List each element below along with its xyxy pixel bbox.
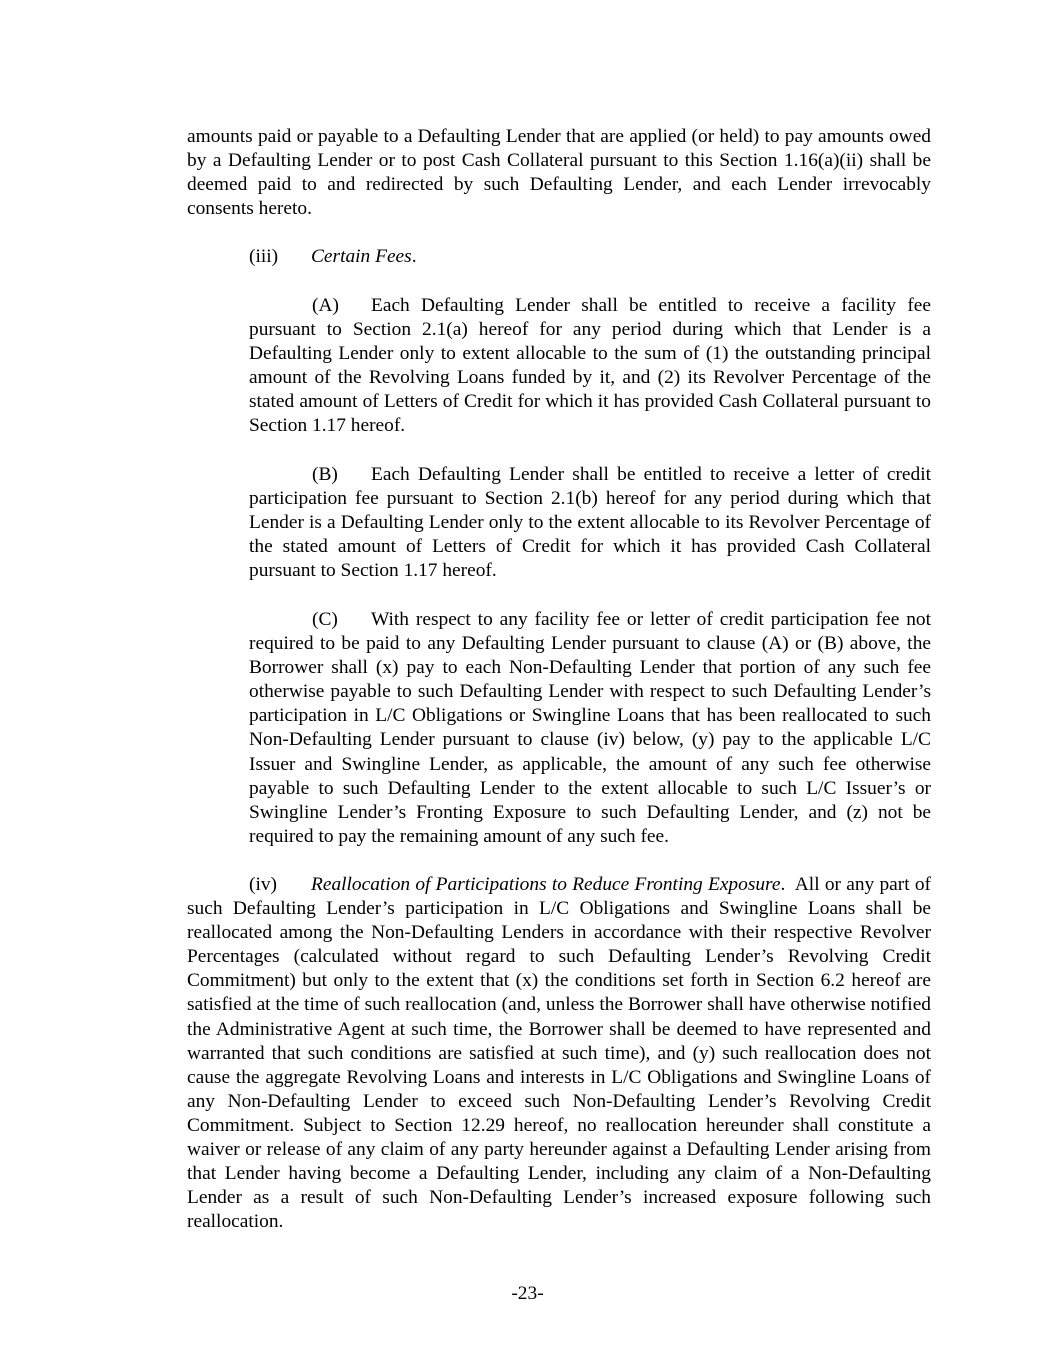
section-iv-paragraph xyxy=(187,873,931,1234)
section-iii-heading xyxy=(249,245,417,269)
section-iii-title-punct: . xyxy=(411,246,417,267)
section-iv-text: All or any part of such Defaulting Lender’s participation in L/C Obligations and Swingline Loans shall be reallocated among the Non-Defaulting Lenders in accordance with their respective Revolver Percentages (calculated without regard to such Defaulting Lender’s Revolving Credit Commitment) but only to the extent that (x) the conditions set forth in Section 6.2 hereof are satisfied at the time of such reallocation (and, unless the Borrower shall have otherwise notified the Administrative Agent at such time, the Borrower shall be deemed to have represented and warranted that such conditions are satisfied at such time), and (y) such reallocation does not cause the aggregate Revolving Loans and interests in L/C Obligations and Swingline Loans of any Non-Defaulting Lender to exceed such Non-Defaulting Lender’s Revolving Credit Commitment. Subject to Section 12.29 hereof, no reallocation hereunder shall constitute a waiver or release of any claim of any party hereunder against a Defaulting Lender arising from that Lender having become a Defaulting Lender, including any claim of a Non-Defaulting Lender as a result of such Non-Defaulting Lender’s increased exposure following such reallocation. xyxy=(187,874,932,1233)
page-number: -23- xyxy=(511,1283,544,1304)
continuation-paragraph xyxy=(187,125,931,221)
section-iii-number: (iii) xyxy=(249,246,279,267)
clause-a-label: (A) xyxy=(312,295,339,316)
section-iv-title: Reallocation of Participations to Reduce Fronting Exposure xyxy=(311,874,781,895)
section-iv-number: (iv) xyxy=(249,874,277,895)
section-iii-title: Certain Fees xyxy=(311,246,412,267)
clause-a-text: Each Defaulting Lender shall be entitled to receive a facility fee pursuant to Section 2.1(a) hereof for any period during which that Lender is a Defaulting Lender only to extent allocable to the sum of (1) the outstanding principal amount of the Revolving Loans funded by it, and (2) its Revolver Percentage of the stated amount of Letters of Credit for which it has provided Cash Collateral pursuant to Section 1.17 hereof. xyxy=(249,295,931,437)
clause-b-label: (B) xyxy=(312,464,338,485)
clause-c-label: (C) xyxy=(312,609,338,630)
clause-b-paragraph xyxy=(249,463,931,583)
clause-c-text: With respect to any facility fee or letter of credit participation fee not required to be paid to any Defaulting Lender pursuant to clause (A) or (B) above, the Borrower shall (x) pay to each Non-Defaulting Lender that portion of any such fee otherwise payable to such Defaulting Lender with respect to such Defaulting Lender’s participation in L/C Obligations or Swingline Loans that has been reallocated to such Non-Defaulting Lender pursuant to clause (iv) below, (y) pay to the applicable L/C Issuer and Swingline Lender, as applicable, the amount of any such fee otherwise payable to such Defaulting Lender to the extent allocable to such L/C Issuer’s or Swingline Lender’s Fronting Exposure to such Defaulting Lender, and (z) not be required to pay the remaining amount of any such fee. xyxy=(249,609,931,847)
clause-c-paragraph xyxy=(249,608,931,849)
continuation-text: amounts paid or payable to a Defaulting Lender that are applied (or held) to pay amounts owed by a Defaulting Lender or to post Cash Collateral pursuant to this Section 1.16(a)(ii) shall be deemed paid to and redirected by such Defaulting Lender, and each Lender irrevocably consents hereto. xyxy=(187,126,931,220)
clause-b-text: Each Defaulting Lender shall be entitled to receive a letter of credit participation fee pursuant to Section 2.1(b) hereof for any period during which that Lender is a Defaulting Lender only to the extent allocable to its Revolver Percentage of the stated amount of Letters of Credit for which it has provided Cash Collateral pursuant to Section 1.17 hereof. xyxy=(249,464,931,582)
section-iv-title-punct: . xyxy=(780,874,786,895)
clause-a-paragraph xyxy=(249,294,931,439)
